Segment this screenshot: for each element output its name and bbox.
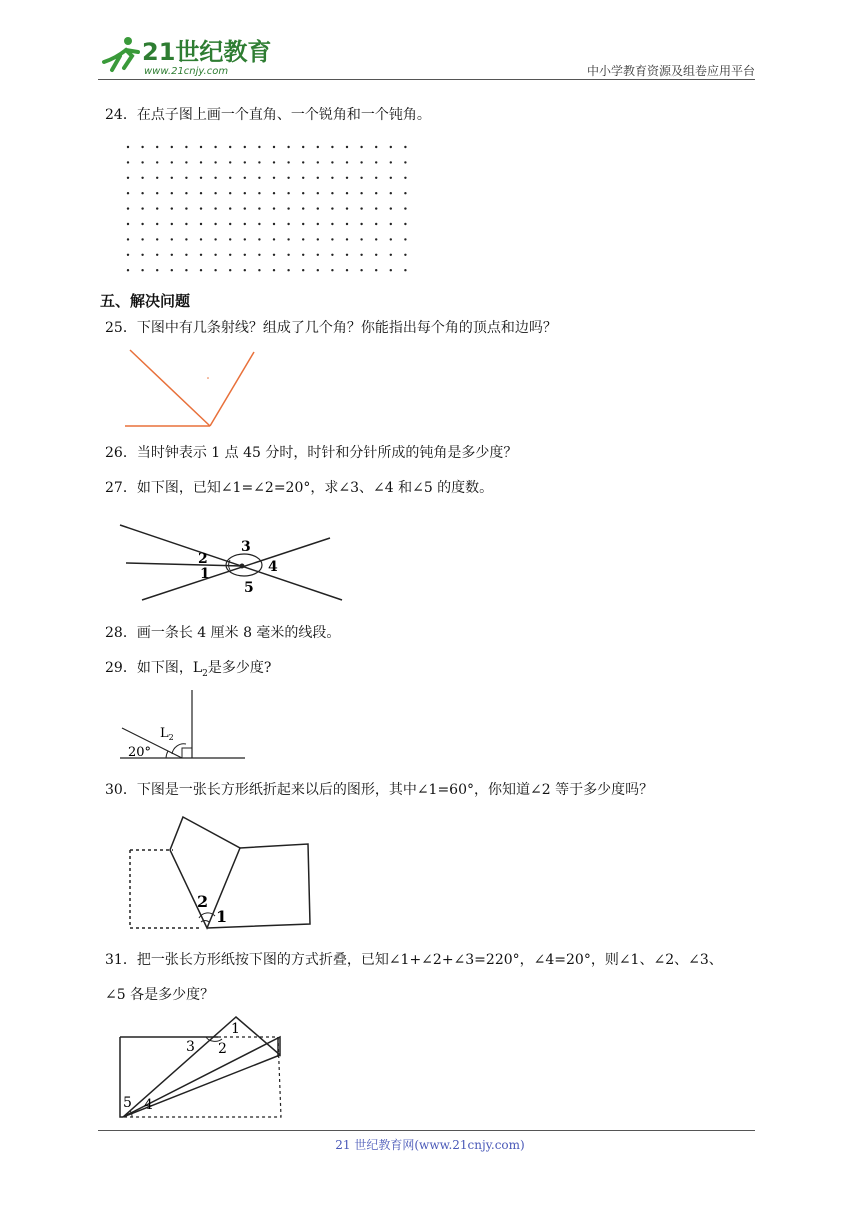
- grid-dot: [302, 238, 304, 240]
- header-divider: [98, 79, 755, 80]
- grid-dot: [287, 269, 289, 271]
- grid-dot: [404, 223, 406, 225]
- grid-dot: [360, 238, 362, 240]
- l2-angle-figure: [120, 690, 250, 765]
- grid-dot: [360, 161, 362, 163]
- grid-dot: [287, 146, 289, 148]
- grid-dot: [302, 207, 304, 209]
- grid-dot: [404, 146, 406, 148]
- angle-label-5: 5: [244, 580, 254, 596]
- grid-dot: [302, 146, 304, 148]
- grid-dot: [185, 269, 187, 271]
- grid-dot: [360, 146, 362, 148]
- grid-dot: [258, 254, 260, 256]
- grid-dot: [185, 223, 187, 225]
- grid-dot: [346, 146, 348, 148]
- grid-dot: [375, 177, 377, 179]
- grid-dot: [171, 254, 173, 256]
- grid-dot: [229, 192, 231, 194]
- logo-url: www.21cnjy.com: [144, 66, 229, 77]
- grid-dot: [229, 238, 231, 240]
- l2-label: $L_2$: [160, 726, 174, 742]
- grid-dot: [214, 146, 216, 148]
- grid-dot: [156, 269, 158, 271]
- grid-dot: [200, 223, 202, 225]
- section-heading: 五、解决问题: [100, 292, 191, 310]
- grid-dot: [346, 269, 348, 271]
- grid-dot: [287, 161, 289, 163]
- angle-label-5: 5: [123, 1095, 132, 1111]
- grid-dot: [390, 223, 392, 225]
- grid-dot: [331, 146, 333, 148]
- grid-dot: [273, 238, 275, 240]
- dot-grid: [120, 140, 420, 280]
- grid-dot: [244, 192, 246, 194]
- angle-label-1: 1: [200, 566, 210, 582]
- question-25: 25．下图中有几条射线？组成了几个角？你能指出每个角的顶点和边吗？: [105, 320, 557, 336]
- grid-dot: [390, 269, 392, 271]
- grid-dot: [258, 238, 260, 240]
- grid-dot: [331, 223, 333, 225]
- angle-label-2: 2: [218, 1041, 227, 1057]
- grid-dot: [331, 207, 333, 209]
- grid-dot: [287, 177, 289, 179]
- grid-dot: [244, 269, 246, 271]
- grid-dot: [375, 223, 377, 225]
- question-29: 29．如下图，$L_2$是多少度?: [105, 660, 272, 679]
- question-31-line-1: 31．把一张长方形纸按下图的方式折叠，已知∠1+∠2+∠3=220°，∠4=20°，则∠1、∠2、∠3、: [105, 952, 723, 968]
- grid-dot: [200, 161, 202, 163]
- header-tagline: 中小学教育资源及组卷应用平台: [586, 64, 755, 78]
- grid-dot: [346, 207, 348, 209]
- folded-paper-figure-30: [125, 812, 315, 934]
- grid-dot: [404, 269, 406, 271]
- grid-dot: [229, 177, 231, 179]
- grid-dot: [141, 192, 143, 194]
- grid-dot: [185, 238, 187, 240]
- grid-dot: [141, 207, 143, 209]
- grid-dot: [258, 177, 260, 179]
- grid-dot: [258, 207, 260, 209]
- grid-dot: [229, 207, 231, 209]
- grid-dot: [317, 177, 319, 179]
- grid-dot: [331, 161, 333, 163]
- grid-dot: [156, 254, 158, 256]
- grid-dot: [273, 269, 275, 271]
- grid-dot: [127, 177, 129, 179]
- grid-dot: [214, 254, 216, 256]
- grid-dot: [390, 254, 392, 256]
- grid-dot: [346, 161, 348, 163]
- runner-icon: [104, 37, 138, 70]
- grid-dot: [390, 161, 392, 163]
- grid-dot: [317, 161, 319, 163]
- grid-dot: [273, 254, 275, 256]
- grid-dot: [127, 207, 129, 209]
- grid-dot: [200, 207, 202, 209]
- question-26: 26．当时钟表示 1 点 45 分时，时针和分针所成的钝角是多少度？: [105, 445, 518, 461]
- grid-dot: [375, 207, 377, 209]
- question-31-line-2: ∠5 各是多少度？: [105, 987, 215, 1003]
- grid-dot: [185, 192, 187, 194]
- grid-dot: [214, 192, 216, 194]
- grid-dot: [375, 254, 377, 256]
- grid-dot: [229, 269, 231, 271]
- grid-dot: [258, 146, 260, 148]
- grid-dot: [229, 146, 231, 148]
- grid-dot: [273, 223, 275, 225]
- grid-dot: [273, 177, 275, 179]
- angle-label-4: 4: [144, 1097, 153, 1113]
- grid-dot: [200, 254, 202, 256]
- grid-dot: [287, 254, 289, 256]
- grid-dot: [141, 254, 143, 256]
- footer-link[interactable]: 21 世纪教育网(www.21cnjy.com): [335, 1138, 525, 1152]
- grid-dot: [229, 161, 231, 163]
- grid-dot: [200, 146, 202, 148]
- grid-dot: [404, 238, 406, 240]
- grid-dot: [302, 223, 304, 225]
- angle-label-2: 2: [197, 892, 209, 911]
- grid-dot: [156, 146, 158, 148]
- grid-dot: [171, 192, 173, 194]
- ray-right: [210, 352, 254, 426]
- grid-dot: [200, 192, 202, 194]
- grid-dot: [214, 269, 216, 271]
- grid-dot: [346, 192, 348, 194]
- grid-dot: [375, 238, 377, 240]
- grid-dot: [171, 238, 173, 240]
- grid-dot: [375, 192, 377, 194]
- grid-dot: [214, 223, 216, 225]
- grid-dot: [317, 207, 319, 209]
- folded-paper-figure-31: [118, 1015, 288, 1120]
- grid-dot: [360, 223, 362, 225]
- grid-dot: [244, 161, 246, 163]
- grid-dot: [171, 223, 173, 225]
- grid-dot: [375, 269, 377, 271]
- grid-dot: [127, 146, 129, 148]
- grid-dot: [185, 254, 187, 256]
- grid-dot: [317, 223, 319, 225]
- grid-dot: [156, 192, 158, 194]
- grid-dot: [390, 192, 392, 194]
- grid-dot: [360, 177, 362, 179]
- grid-dot: [200, 177, 202, 179]
- grid-dot: [185, 161, 187, 163]
- grid-dot: [214, 161, 216, 163]
- grid-dot: [141, 269, 143, 271]
- logo-text: 21世纪教育: [142, 38, 272, 66]
- grid-dot: [244, 254, 246, 256]
- grid-dot: [141, 238, 143, 240]
- grid-dot: [229, 223, 231, 225]
- grid-dot: [287, 238, 289, 240]
- grid-dot: [317, 192, 319, 194]
- grid-dot: [346, 254, 348, 256]
- grid-dot: [156, 161, 158, 163]
- angle-label-3: 3: [186, 1039, 195, 1055]
- angle-label-3: 3: [241, 539, 251, 555]
- grid-dot: [244, 146, 246, 148]
- grid-dot: [390, 146, 392, 148]
- question-30: 30．下图是一张长方形纸折起来以后的图形，其中∠1=60°，你知道∠2 等于多少度吗？: [105, 782, 654, 798]
- grid-dot: [127, 192, 129, 194]
- grid-dot: [171, 269, 173, 271]
- question-24: 24．在点子图上画一个直角、一个锐角和一个钝角。: [105, 107, 431, 123]
- grid-dot: [331, 177, 333, 179]
- grid-dot: [244, 177, 246, 179]
- grid-dot: [229, 254, 231, 256]
- grid-dot: [302, 177, 304, 179]
- grid-dot: [156, 207, 158, 209]
- angle-20-label: 20°: [128, 745, 152, 760]
- grid-dot: [171, 207, 173, 209]
- angle-label-4: 4: [268, 559, 278, 575]
- grid-dot: [244, 238, 246, 240]
- grid-dot: [360, 269, 362, 271]
- grid-dot: [214, 177, 216, 179]
- grid-dot: [156, 238, 158, 240]
- angle-label-1: 1: [231, 1021, 240, 1037]
- grid-dot: [375, 161, 377, 163]
- grid-dot: [390, 177, 392, 179]
- grid-dot: [404, 207, 406, 209]
- grid-dot: [156, 223, 158, 225]
- grid-dot: [331, 238, 333, 240]
- question-27: 27．如下图，已知∠1=∠2=20°，求∠3、∠4 和∠5 的度数。: [105, 480, 494, 496]
- grid-dot: [404, 161, 406, 163]
- grid-dot: [214, 238, 216, 240]
- grid-dot: [273, 207, 275, 209]
- grid-dot: [127, 269, 129, 271]
- grid-dot: [171, 146, 173, 148]
- grid-dot: [331, 254, 333, 256]
- grid-dot: [141, 161, 143, 163]
- grid-dot: [171, 161, 173, 163]
- grid-dot: [360, 207, 362, 209]
- grid-dot: [141, 223, 143, 225]
- grid-dot: [302, 192, 304, 194]
- grid-dot: [302, 269, 304, 271]
- grid-dot: [244, 207, 246, 209]
- angle-label-1: 1: [216, 907, 228, 926]
- grid-dot: [185, 177, 187, 179]
- grid-dot: [360, 192, 362, 194]
- grid-dot: [302, 161, 304, 163]
- grid-dot: [390, 238, 392, 240]
- grid-dot: [273, 146, 275, 148]
- grid-dot: [258, 269, 260, 271]
- footer-divider: [98, 1130, 755, 1131]
- question-28: 28．画一条长 4 厘米 8 毫米的线段。: [105, 625, 341, 641]
- rays-figure: [120, 348, 260, 430]
- grid-dot: [404, 254, 406, 256]
- grid-dot: [141, 146, 143, 148]
- grid-dot: [258, 223, 260, 225]
- ray-left: [130, 350, 210, 426]
- site-logo: [98, 32, 272, 80]
- grid-dot: [244, 223, 246, 225]
- grid-dot: [141, 177, 143, 179]
- grid-dot: [214, 207, 216, 209]
- grid-dot: [287, 223, 289, 225]
- grid-dot: [127, 238, 129, 240]
- grid-dot: [360, 254, 362, 256]
- angle-label-2: 2: [198, 551, 208, 567]
- grid-dot: [258, 161, 260, 163]
- grid-dot: [287, 192, 289, 194]
- grid-dot: [171, 177, 173, 179]
- grid-dot: [287, 207, 289, 209]
- grid-dot: [375, 146, 377, 148]
- grid-dot: [317, 146, 319, 148]
- grid-dot: [404, 177, 406, 179]
- grid-dot: [331, 192, 333, 194]
- grid-dot: [273, 192, 275, 194]
- grid-dot: [317, 238, 319, 240]
- grid-dot: [317, 254, 319, 256]
- grid-dot: [156, 177, 158, 179]
- grid-dot: [185, 146, 187, 148]
- grid-dot: [346, 223, 348, 225]
- grid-dot: [127, 254, 129, 256]
- grid-dot: [200, 269, 202, 271]
- grid-dot: [258, 192, 260, 194]
- grid-dot: [346, 177, 348, 179]
- grid-dot: [185, 207, 187, 209]
- grid-dot: [127, 223, 129, 225]
- grid-dot: [404, 192, 406, 194]
- grid-dot: [331, 269, 333, 271]
- grid-dot: [200, 238, 202, 240]
- intersecting-lines-figure: [120, 520, 345, 605]
- grid-dot: [273, 161, 275, 163]
- grid-dot: [346, 238, 348, 240]
- grid-dot: [127, 161, 129, 163]
- grid-dot: [317, 269, 319, 271]
- grid-dot: [390, 207, 392, 209]
- grid-dot: [302, 254, 304, 256]
